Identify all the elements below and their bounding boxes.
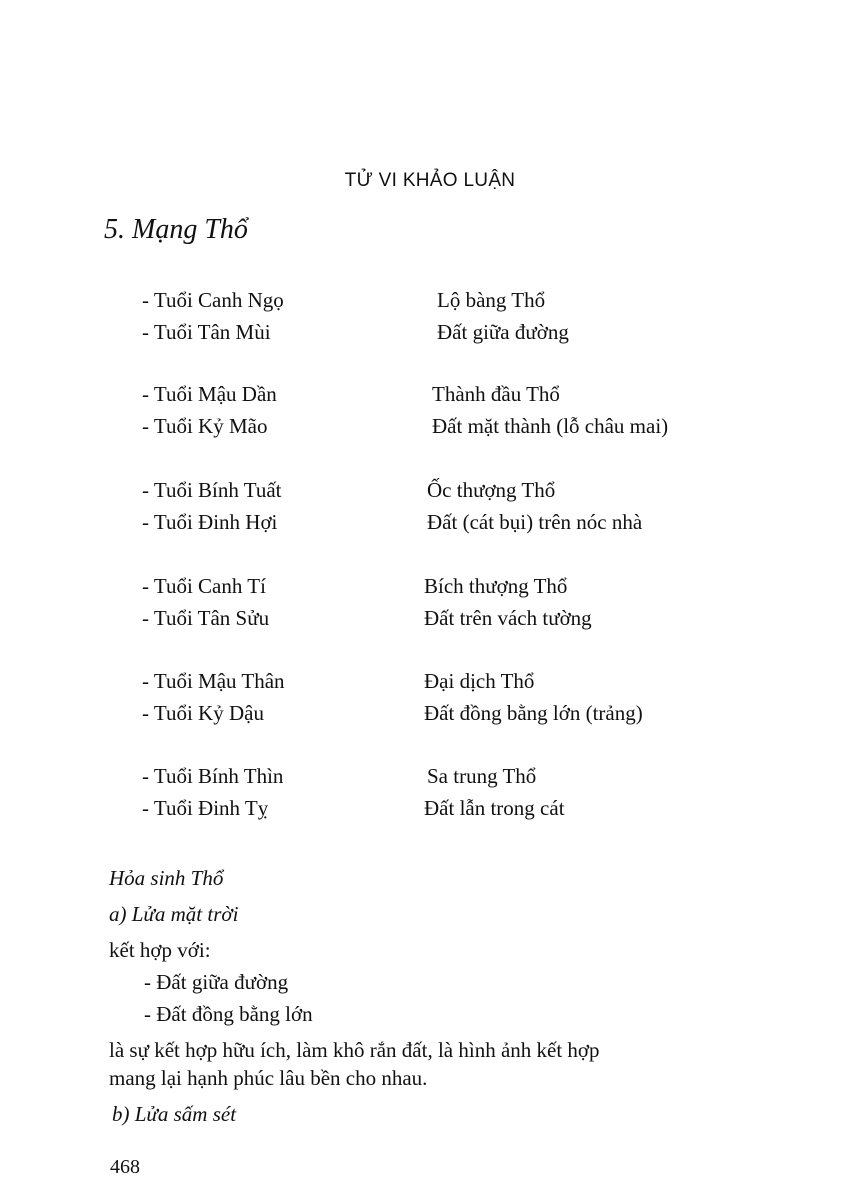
age-label: - Tuổi Canh Tí: [142, 574, 266, 598]
table-row: [0, 474, 860, 506]
paragraph-line: là sự kết hợp hữu ích, làm khô rắn đất, là hình ảnh kết hợp: [109, 1038, 600, 1062]
age-label: - Tuổi Kỷ Mão: [142, 414, 268, 438]
table-row: [0, 316, 860, 348]
element-label: Lộ bàng Thổ: [437, 288, 546, 312]
item-a-title: a) Lửa mặt trời: [109, 902, 239, 926]
table-row: [0, 792, 860, 824]
table-row: [0, 378, 860, 410]
table-row: [0, 284, 860, 316]
age-label: - Tuổi Mậu Dần: [142, 382, 277, 406]
page-number: 468: [110, 1156, 140, 1178]
age-element-group: [0, 378, 860, 442]
age-element-group: [0, 284, 860, 348]
element-label: Đất mặt thành (lỗ châu mai): [432, 414, 669, 438]
subheading: Hỏa sinh Thổ: [109, 866, 224, 890]
item-b-title: b) Lửa sấm sét: [112, 1102, 237, 1126]
combine-item: - Đất giữa đường: [144, 970, 289, 994]
age-label: - Tuổi Đinh Hợi: [142, 510, 278, 534]
table-row: [0, 665, 860, 697]
age-label: - Tuổi Bính Tuất: [142, 478, 282, 502]
age-element-group: [0, 665, 860, 729]
age-element-group: [0, 760, 860, 824]
combine-intro: kết hợp với:: [109, 938, 211, 962]
element-label: Đất giữa đường: [437, 320, 569, 344]
element-label: Đất lẫn trong cát: [424, 796, 565, 820]
age-label: - Tuổi Kỷ Dậu: [142, 701, 264, 725]
table-row: [0, 570, 860, 602]
table-row: [0, 760, 860, 792]
age-element-group: [0, 570, 860, 634]
paragraph-line: mang lại hạnh phúc lâu bền cho nhau.: [109, 1066, 428, 1090]
table-row: [0, 602, 860, 634]
age-label: - Tuổi Bính Thìn: [142, 764, 284, 788]
section-title: 5. Mạng Thổ: [104, 214, 248, 245]
combine-item: - Đất đồng bằng lớn: [144, 1002, 313, 1026]
table-row: [0, 410, 860, 442]
element-label: Đất (cát bụi) trên nóc nhà: [427, 510, 643, 534]
element-label: Ốc thượng Thổ: [427, 478, 556, 502]
running-header: TỬ VI KHẢO LUẬN: [344, 170, 516, 191]
age-label: - Tuổi Tân Mùi: [142, 320, 271, 344]
element-label: Sa trung Thổ: [427, 764, 537, 788]
element-label: Đất trên vách tường: [424, 606, 592, 630]
table-row: [0, 506, 860, 538]
age-element-group: [0, 474, 860, 538]
element-label: Đại dịch Thổ: [424, 669, 535, 693]
table-row: [0, 697, 860, 729]
age-label: - Tuổi Mậu Thân: [142, 669, 285, 693]
element-label: Bích thượng Thổ: [424, 574, 568, 598]
element-label: Thành đầu Thổ: [432, 382, 560, 406]
age-label: - Tuổi Canh Ngọ: [142, 288, 284, 312]
element-label: Đất đồng bằng lớn (trảng): [424, 701, 643, 725]
age-label: - Tuổi Tân Sửu: [142, 606, 270, 630]
age-label: - Tuổi Đinh Tỵ: [142, 796, 269, 820]
